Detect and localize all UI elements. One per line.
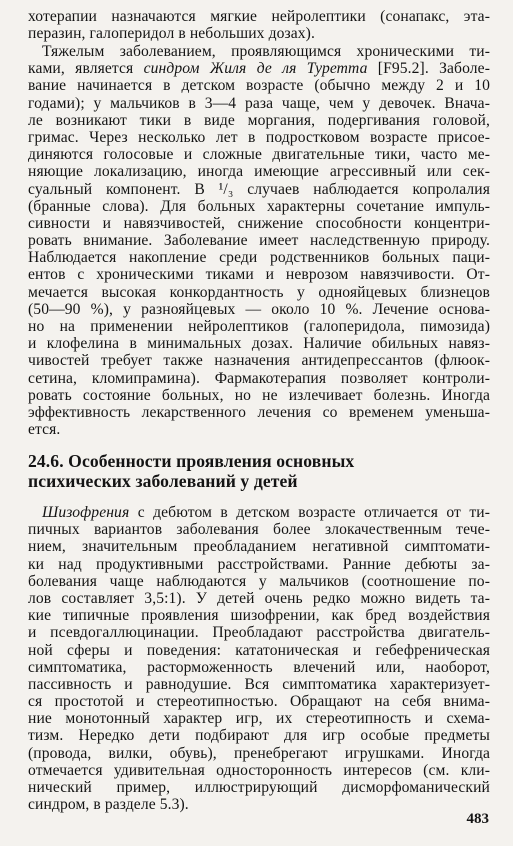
text-line: ровать состояние больных, но не излечивает болезнь. Иногда (28, 386, 490, 404)
text-line: пичных вариантов заболевания более злокачественным тече- (28, 521, 490, 539)
text-line: ровать внимание. Заболевание имеет наследственную природу. (28, 232, 490, 250)
page-number: 483 (466, 811, 489, 827)
text-line: синдром, в разделе 5.3). (28, 796, 189, 814)
text-line: мечается высокая конкордантность у однояйцевых близнецов (28, 283, 490, 301)
paragraph-continuation (28, 8, 490, 42)
text-line: суальный компонент. В ¹/₃ случаев наблюдается копролалия (28, 180, 490, 198)
text-line: нием, значительным преобладанием негативной симптомати- (28, 538, 490, 556)
text-line: болевания чаще наблюдаются у мальчиков (соотношение по- (28, 572, 490, 590)
text-line: ной сферы и поведения: кататоническая и гебефреническая (28, 641, 490, 659)
text-line: хотерапии назначаются мягкие нейролептики (сонапакс, эта- (28, 8, 490, 25)
section-heading (28, 452, 468, 491)
text-line: но на применении нейролептиков (галоперидола, пимозида) (28, 318, 490, 335)
text-line: симптоматика, расторможенность влечений или, наоборот, (28, 658, 490, 676)
text-line: ле возникают тики в виде моргания, подергивания головой, (28, 111, 490, 129)
paragraph-tourette (28, 43, 490, 438)
text-line: няющие локализацию, иногда имеющие агрессивный или сек- (28, 163, 490, 181)
text-line: эффективность лекарственного лечения со временем уменьша- (28, 403, 490, 421)
text-line: тизм. Нередко дети подбирают для игр особые предметы (28, 727, 490, 745)
heading-line: 24.6. Особенности проявления основных (28, 451, 355, 471)
text-fragment: ками, является (28, 60, 144, 78)
text-line: кие типичные проявления шизофрении, как бред воздействия (28, 607, 490, 625)
text-line: Наблюдается накопление среди родственников больных паци- (28, 249, 490, 267)
text-line: ся простотой и стереотипностью. Обращают на себя внима- (28, 693, 490, 711)
text-line: (бранные слова). Для больных характерны сочетание импуль- (28, 197, 490, 215)
text-line: отмечается удивительная односторонность интересов (см. кли- (28, 761, 490, 779)
text-line: ние монотонный характер игр, их стереотипность и схема- (28, 710, 490, 728)
text-line: сетина, кломипрамина). Фармакотерапия позволяет контроли- (28, 369, 490, 387)
syndrome-name: синдром Жиля де ля Туретта (143, 60, 368, 78)
text-line: пассивность и равнодушие. Вся симптоматика характеризует- (28, 675, 490, 693)
text-line: ется. (28, 421, 61, 439)
text-line: вание начинается в детском возрасте (обычно между 2 и 10 (28, 77, 490, 95)
text-line: годами); у мальчиков в 3—4 раза чаще, чем у девочек. Внача- (28, 94, 490, 112)
text-line: и псевдогаллюцинации. Преобладают расстройства двигатель- (28, 624, 490, 642)
text-line: перазин, галоперидол в небольших дозах). (28, 25, 315, 43)
text-line: сивности и навязчивостей, снижение способности концентри- (28, 214, 490, 232)
text-line: нический пример, иллюстрирующий дисморфоманический (28, 779, 490, 796)
term-schizophrenia: Шизофрения (42, 504, 130, 521)
heading-line: психических заболеваний у детей (28, 470, 298, 491)
text-line: чивостей требует также назначения антидепрессантов (флюок- (28, 352, 490, 370)
text-line: гримас. Через несколько лет в подростковом возрасте присое- (28, 128, 490, 146)
text-line: ки над продуктивными расстройствами. Ранние дебюты за- (28, 555, 490, 573)
text-line (28, 504, 490, 521)
text-fragment: с дебютом в детском возрасте отличается от ти- (129, 504, 490, 521)
text-line: ентов с хроническими тиками и неврозом навязчивости. От- (28, 266, 490, 284)
text-line: Тяжелым заболеванием, проявляющимся хроническими ти- (42, 43, 490, 60)
text-line: диняются голосовые и сложные двигательные тики, часто ме- (28, 146, 490, 164)
text-line (28, 60, 490, 77)
text-line: и клофелина в минимальных дозах. Наличие обильных навяз- (28, 335, 490, 353)
text-line: лов составляет 3,5:1). У детей очень редко можно видеть та- (28, 589, 490, 607)
text-fragment: [F95.2]. Заболе- (367, 60, 490, 78)
text-line: (провода, вилки, обувь), пренебрегают игрушками. Иногда (28, 744, 490, 762)
text-line: (50—90 %), у разнояйцевых — около 10 %. Лечение основа- (28, 300, 490, 318)
paragraph-schizophrenia (28, 504, 490, 813)
